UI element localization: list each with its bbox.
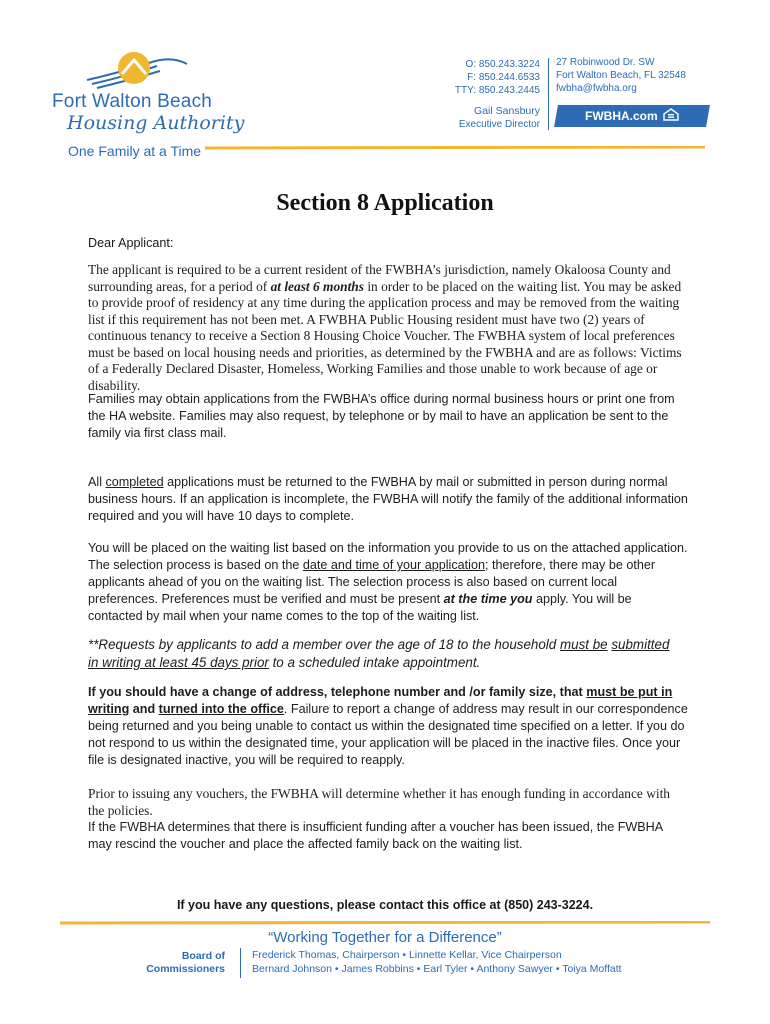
text: You will be placed on the waiting list based on the information you provide to us on the attached application. The selection process is based on the: [88, 541, 688, 572]
paragraph-change-of-address: [88, 684, 688, 769]
paragraph-obtain: Families may obtain applications from the FWBHA’s office during normal business hours or print one from the HA website. Families may also request, by telephone or by mail to have an application be sent to the family via first class mail.: [88, 392, 675, 440]
emphasis: at the time you: [443, 592, 533, 606]
board-label-line-1: Board of: [181, 950, 225, 962]
paragraph-residency: [88, 262, 688, 394]
equal-housing-icon: [663, 108, 679, 124]
logo-icon: [82, 44, 192, 94]
paragraph-waiting-list: [88, 540, 688, 625]
board-line-2: Bernard Johnson • James Robbins • Earl Tyler • Anthony Sawyer • Toiya Moffatt: [252, 963, 622, 975]
header-divider: [205, 146, 705, 150]
underlined: must be: [559, 637, 608, 652]
underlined: date and time of your application: [302, 558, 485, 572]
footer-divider-vertical: [240, 948, 241, 978]
paragraph-vouchers: Prior to issuing any vouchers, the FWBHA will determine whether it has enough funding in accordance with the policies.: [88, 786, 670, 818]
phone-office: O: 850.243.3224: [465, 59, 540, 70]
board-label: [146, 950, 225, 976]
director-title: Executive Director: [458, 119, 540, 130]
text: and: [129, 702, 159, 716]
text: in order to be placed on the waiting list. You may be asked to provide proof of residency at any time during the application process and may be removed from the waiting list if this requirement has not been met. A FWBHA Public Housing resident must have two (2) years of continuous tenancy to receive a Section 8 Housing Choice Voucher. The FWBHA system of local preferences must be based on local housing needs and priorities, as determined by the FWBHA and are as follows: Victims of a Federally Declared Disaster, Homeless, Working Families and those unable to work because of age or disability.: [88, 278, 682, 393]
phone-fax: F: 850.244.6533: [467, 72, 540, 83]
emphasis: at least 6 months: [270, 278, 364, 294]
footer-motto: “Working Together for a Difference”: [268, 929, 502, 946]
contact-address: [556, 56, 686, 95]
org-subtitle: Housing Authority: [67, 112, 245, 134]
salutation: Dear Applicant:: [88, 236, 174, 250]
paragraph-funding: If the FWBHA determines that there is insufficient funding after a voucher has been issued, the FWBHA may rescind the voucher and place the affected family back on the waiting list.: [88, 820, 663, 851]
text: All: [88, 475, 106, 489]
board-line-1: Frederick Thomas, Chairperson • Linnette Kellar, Vice Chairperson: [252, 949, 562, 961]
text: **Requests by applicants to add a member over the age of 18 to the household: [88, 637, 560, 652]
website-label: FWBHA.com: [584, 109, 658, 123]
underlined: submitted: [611, 637, 670, 652]
paragraph-completed: [88, 474, 688, 525]
contact-divider: [548, 58, 549, 130]
text: applications must be returned to the FWBHA by mail or submitted in person during normal business hours. If an application is incomplete, the FWBHA will notify the family of the additional information required and you will have 10 days to complete.: [88, 475, 688, 523]
board-label-line-2: Commissioners: [146, 963, 225, 975]
board-names: [252, 948, 622, 976]
text: If you should have a change of address, telephone number and /or family size, that: [88, 685, 587, 699]
underlined: in writing at least 45 days prior: [88, 655, 269, 670]
contact-phones: [455, 58, 540, 131]
text: to a scheduled intake appointment.: [268, 655, 481, 670]
address-line-2: Fort Walton Beach, FL 32548: [556, 70, 686, 81]
paragraph-requests: [88, 636, 688, 672]
website-badge: [554, 105, 710, 127]
underlined: must be put in writing: [88, 685, 673, 716]
tagline: One Family at a Time: [68, 143, 202, 159]
contact-line: If you have any questions, please contact this office at (850) 243-3224.: [176, 898, 594, 912]
underlined: completed: [105, 475, 164, 489]
address-line-1: 27 Robinwood Dr. SW: [556, 57, 655, 68]
email: fwbha@fwbha.org: [556, 83, 637, 94]
org-name: Fort Walton Beach: [52, 91, 213, 112]
text: ; therefore, there may be other applicants ahead of you on the waiting list. The selection process is also based on current local preferences. Preferences must be verified and must be present: [88, 558, 656, 606]
text: The applicant is required to be a current resident of the FWBHA’s jurisdiction, namely Okaloosa County and surrounding areas, for a period of: [88, 262, 671, 294]
footer-divider: [60, 921, 710, 925]
underlined: turned into the office: [158, 702, 284, 716]
phone-tty: TTY: 850.243.2445: [454, 85, 540, 96]
text: . Failure to report a change of address may result in our correspondence being returned and you being unable to contact us within the designated time specified on a letter. If you do not respond to us within the designated time, your application will be placed in the inactive files. Once your file is designated inactive, you will be required to reapply.: [88, 702, 688, 767]
page-title: Section 8 Application: [276, 190, 494, 216]
director-name: Gail Sansbury: [474, 105, 540, 117]
text: apply. You will be contacted by mail when your name comes to the top of the waiting list.: [88, 592, 632, 623]
